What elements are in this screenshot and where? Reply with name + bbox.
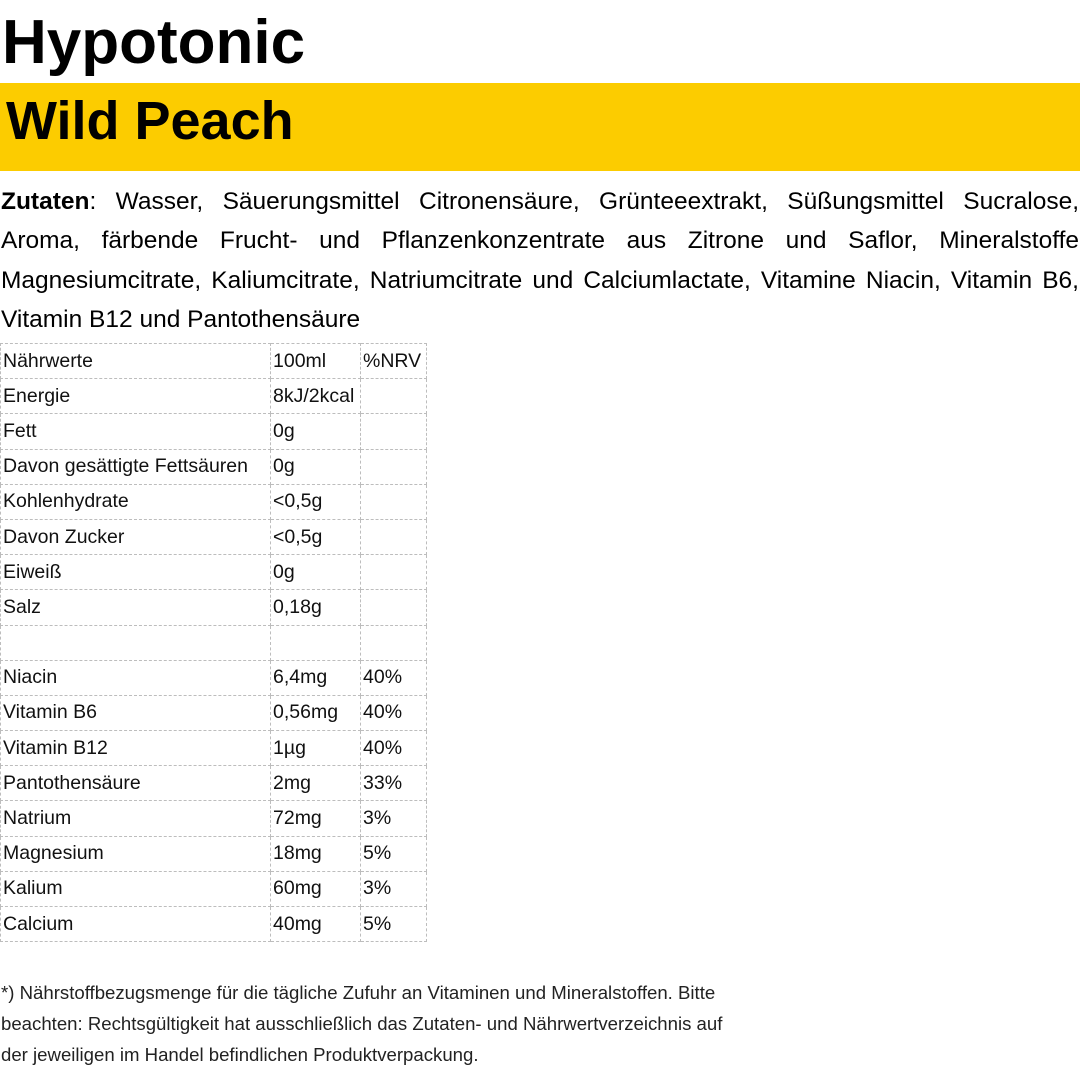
table-row	[1, 379, 427, 414]
table-cell-nutrient: Natrium	[1, 801, 271, 836]
table-cell-per-100ml: <0,5g	[271, 519, 361, 554]
table-cell-per-100ml: 72mg	[271, 801, 361, 836]
table-cell-nutrient: Salz	[1, 590, 271, 625]
table-row	[1, 766, 427, 801]
table-cell-nrv: 40%	[361, 660, 427, 695]
table-header-row	[1, 344, 427, 379]
table-row	[1, 801, 427, 836]
table-cell-per-100ml: 0g	[271, 555, 361, 590]
table-cell-nutrient: Fett	[1, 414, 271, 449]
table-cell-nrv: 40%	[361, 731, 427, 766]
table-row	[1, 414, 427, 449]
table-row	[1, 695, 427, 730]
table-cell-nrv	[361, 449, 427, 484]
table-cell-per-100ml: 0,56mg	[271, 695, 361, 730]
table-cell-nrv	[361, 590, 427, 625]
table-row	[1, 871, 427, 906]
ingredients-text: : Wasser, Säuerungsmittel Citronensäure, Grünteeextrakt, Süßungsmittel Sucralose, Aroma, färbende Frucht- und Pflanzenkonzentrate aus Zitrone und Saflor, Mineralstoffe Magnesiumcitrate, Kaliumcitrate, Natriumcitrate und Calciumlactate, Vitamine Niacin, Vitamin B6, Vitamin B12 und Pantothensäure	[1, 188, 1079, 333]
table-row	[1, 449, 427, 484]
table-cell-nutrient: Calcium	[1, 907, 271, 942]
nutrition-table	[0, 343, 427, 942]
table-cell-nrv	[361, 519, 427, 554]
table-cell-per-100ml: 0g	[271, 449, 361, 484]
table-cell-per-100ml	[271, 625, 361, 660]
table-cell-nutrient: Kohlenhydrate	[1, 484, 271, 519]
footnote-line: beachten: Rechtsgültigkeit hat ausschließlich das Zutaten- und Nährwertverzeichnis auf	[1, 1013, 723, 1034]
table-cell-nrv	[361, 555, 427, 590]
table-cell-nrv: 5%	[361, 836, 427, 871]
table-cell-nrv	[361, 484, 427, 519]
table-cell-nutrient: Magnesium	[1, 836, 271, 871]
table-cell-per-100ml: 8kJ/2kcal	[271, 379, 361, 414]
table-cell-per-100ml: 0g	[271, 414, 361, 449]
table-cell-per-100ml: 1µg	[271, 731, 361, 766]
ingredients-label: Zutaten	[1, 188, 90, 215]
table-cell-per-100ml: 6,4mg	[271, 660, 361, 695]
table-row	[1, 519, 427, 554]
table-cell-nutrient: Davon gesättigte Fettsäuren	[1, 449, 271, 484]
footnote-line: *) Nährstoffbezugsmenge für die tägliche Zufuhr an Vitaminen und Mineralstoffen. Bitte	[1, 982, 716, 1003]
table-cell-nutrient: Niacin	[1, 660, 271, 695]
table-cell-nrv: 3%	[361, 801, 427, 836]
table-row	[1, 590, 427, 625]
table-row	[1, 731, 427, 766]
table-cell-per-100ml: 0,18g	[271, 590, 361, 625]
product-title: Hypotonic	[2, 8, 306, 77]
table-cell-nrv: 3%	[361, 871, 427, 906]
table-cell-per-100ml: 18mg	[271, 836, 361, 871]
table-cell-per-100ml: 60mg	[271, 871, 361, 906]
table-cell-nutrient: Vitamin B6	[1, 695, 271, 730]
table-cell-nutrient: Davon Zucker	[1, 519, 271, 554]
table-cell-nutrient: Pantothensäure	[1, 766, 271, 801]
table-row	[1, 484, 427, 519]
nutrition-table-header	[1, 344, 427, 379]
table-row	[1, 660, 427, 695]
table-cell-per-100ml: 40mg	[271, 907, 361, 942]
table-cell-nrv	[361, 414, 427, 449]
table-row	[1, 625, 427, 660]
footnote-line: der jeweiligen im Handel befindlichen Produktverpackung.	[1, 1044, 479, 1065]
table-cell-nutrient	[1, 625, 271, 660]
table-cell-nrv	[361, 625, 427, 660]
nutrition-table-body	[1, 379, 427, 942]
table-cell-per-100ml: 2mg	[271, 766, 361, 801]
table-cell-nutrient: Eiweiß	[1, 555, 271, 590]
table-cell-nrv: 33%	[361, 766, 427, 801]
table-cell-nutrient: Energie	[1, 379, 271, 414]
table-cell-nrv	[361, 379, 427, 414]
table-row	[1, 907, 427, 942]
header-cell-nrv: %NRV	[361, 344, 427, 379]
table-cell-per-100ml: <0,5g	[271, 484, 361, 519]
table-row	[1, 836, 427, 871]
ingredients-paragraph	[1, 182, 1079, 339]
table-row	[1, 555, 427, 590]
table-cell-nrv: 5%	[361, 907, 427, 942]
table-cell-nutrient: Kalium	[1, 871, 271, 906]
table-cell-nrv: 40%	[361, 695, 427, 730]
header-cell-per-100ml: 100ml	[271, 344, 361, 379]
header-cell-nutrient: Nährwerte	[1, 344, 271, 379]
footnote	[1, 977, 831, 1070]
flavor-title: Wild Peach	[6, 91, 294, 151]
table-cell-nutrient: Vitamin B12	[1, 731, 271, 766]
